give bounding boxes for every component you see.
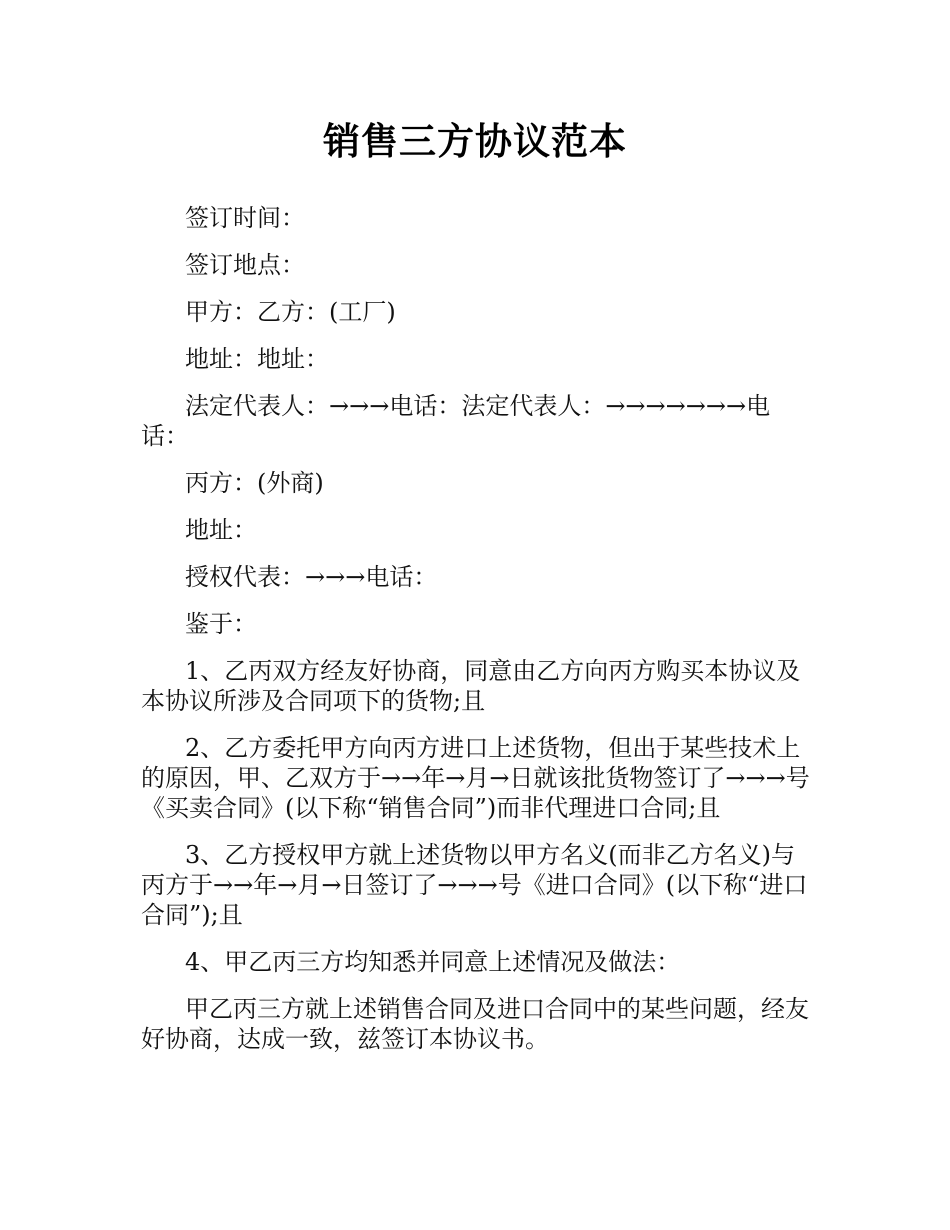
legal-representative-line: 法定代表人：→→→电话：法定代表人：→→→→→→→电话： <box>141 392 771 450</box>
closing-paragraph: 甲乙丙三方就上述销售合同及进口合同中的某些问题，经友好协商，达成一致，兹签订本协议书。 <box>141 995 809 1053</box>
document-body <box>141 203 811 1071</box>
party-c-line: 丙方：(外商) <box>185 469 324 497</box>
clause-1: 1、乙丙双方经友好协商，同意由乙方向丙方购买本协议及本协议所涉及合同项下的货物;且 <box>141 657 801 715</box>
signing-place-line: 签订地点： <box>185 251 305 279</box>
party-c-address-line: 地址： <box>185 516 257 544</box>
document-title: 销售三方协议范本 <box>323 120 627 163</box>
clause-3: 3、乙方授权甲方就上述货物以甲方名义(而非乙方名义)与丙方于→→年→月→日签订了→→→号《进口合同》(以下称“进口合同”);且 <box>141 841 808 929</box>
whereas-heading: 鉴于： <box>185 610 257 638</box>
address-line: 地址：地址： <box>185 345 329 373</box>
signing-time-line: 签订时间： <box>185 204 305 232</box>
authorized-representative-line: 授权代表：→→→电话： <box>185 563 438 591</box>
party-a-b-line: 甲方：乙方：(工厂) <box>185 298 396 326</box>
clause-4: 4、甲乙丙三方均知悉并同意上述情况及做法： <box>185 948 681 976</box>
clause-2: 2、乙方委托甲方向丙方进口上述货物，但出于某些技术上的原因，甲、乙双方于→→年→月→日就该批货物签订了→→→号《买卖合同》(以下称“销售合同”)而非代理进口合同;且 <box>141 734 810 822</box>
